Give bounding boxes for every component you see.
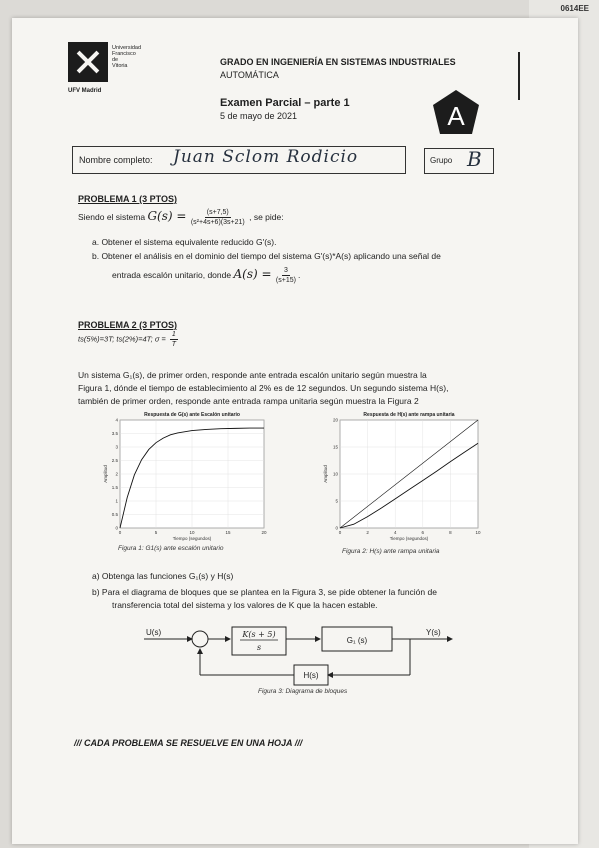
- name-label: Nombre completo:: [79, 155, 153, 165]
- y-tick-label: 15: [332, 444, 338, 450]
- problem2-title: PROBLEMA 2 (3 PTOS): [78, 320, 178, 330]
- y-tick-label: 4: [115, 417, 118, 423]
- x-tick-label: 6: [421, 530, 425, 535]
- y-tick-label: 2.5: [111, 458, 118, 463]
- group-label: Grupo: [430, 156, 453, 165]
- summing-junction: [192, 631, 208, 647]
- y-tick-label: 2: [115, 471, 118, 477]
- exam-model-badge: [430, 88, 482, 140]
- x-axis-label: Tiempo (segundos): [172, 536, 212, 541]
- logo-subtitle: UFV Madrid: [68, 88, 102, 94]
- input-label: U(s): [146, 628, 162, 637]
- x-tick-label: 0: [118, 530, 122, 535]
- x-tick-label: 10: [475, 530, 481, 535]
- chart-title: Respuesta de G(s) ante Escalón unitario: [144, 412, 240, 418]
- subject-title: AUTOMÁTICA: [220, 70, 279, 80]
- controller-denominator: s: [256, 643, 262, 652]
- y-tick-label: 3: [115, 444, 118, 450]
- problem1-item-b-line2: entrada escalón unitario, donde A(s) = $\frac{3}{(s+15)}$ .: [112, 266, 301, 284]
- figure2-chart: [316, 410, 486, 546]
- figure1-chart: [94, 410, 270, 546]
- x-tick-label: 0: [338, 530, 342, 535]
- output-label: Y(s): [426, 628, 441, 637]
- name-handwritten: Juan Sclom Rodicio: [173, 147, 359, 167]
- y-axis-label: Amplitud: [103, 465, 108, 483]
- x-tick-label: 15: [225, 530, 231, 535]
- problem1-title: PROBLEMA 1 (3 PTOS): [78, 194, 178, 204]
- exam-date: 5 de mayo de 2021: [220, 111, 298, 121]
- chart-title: Respuesta de H(s) ante rampa unitaria: [363, 412, 455, 418]
- university-logo: [68, 42, 142, 102]
- y-tick-label: 1: [115, 498, 118, 504]
- name-field[interactable]: [72, 146, 406, 174]
- figure1-caption: Figura 1: G1(s) ante escalón unitario: [118, 545, 224, 552]
- x-tick-label: 10: [189, 530, 195, 535]
- x-axis-label: Tiempo (segundos): [389, 536, 429, 541]
- problem2-formula: ts(5%)=3T; ts(2%)=4T; σ = $\frac{1}{T}$: [78, 331, 176, 348]
- y-tick-label: 10: [332, 471, 338, 477]
- problem1-intro: Siendo el sistema G(s) = $\frac{(s+7,5)}{\text{(s²+4s+6)(3s+21)}}$ , se pide:: [78, 208, 284, 226]
- logo-mark-icon: [68, 42, 108, 82]
- y-tick-label: 0.5: [111, 512, 118, 517]
- problem2-item-b-line1: b) Para el diagrama de bloques que se plantea en la Figura 3, se pide obtener la función de: [92, 587, 437, 597]
- degree-title: GRADO EN INGENIERÍA EN SISTEMAS INDUSTRIALES: [220, 57, 456, 67]
- figure3-caption: Figura 3: Diagrama de bloques: [258, 688, 348, 695]
- figure2-caption: Figura 2: H(s) ante rampa unitaria: [342, 548, 440, 555]
- document-code: 0614EE: [560, 4, 589, 13]
- problem2-para-line1: Un sistema G₁(s), de primer orden, responde ante entrada escalón unitario según muestra la: [78, 370, 427, 380]
- problem2-para-line3: también de primer orden, responde ante entrada rampa unitaria según muestra la Figura 2: [78, 396, 419, 406]
- group-handwritten: B: [467, 147, 482, 171]
- x-tick-label: 2: [366, 530, 369, 535]
- x-tick-label: 5: [154, 530, 158, 535]
- group-field[interactable]: [424, 148, 494, 174]
- problem2-item-a: a) Obtenga las funciones G₁(s) y H(s): [92, 571, 234, 581]
- header-divider: [518, 52, 520, 100]
- y-tick-label: 3.5: [111, 431, 118, 436]
- problem2-para-line2: Figura 1, dónde el tiempo de establecimiento al 2% es de 12 segundos. Un segundo sistema H(s),: [78, 383, 449, 393]
- logo-text: Universidad Francisco de Vitoria: [112, 45, 142, 69]
- x-tick-label: 20: [261, 530, 267, 535]
- y-tick-label: 0: [115, 525, 118, 531]
- problem1-item-a: a. Obtener el sistema equivalente reducido G'(s).: [92, 237, 277, 247]
- problem2-item-b-line2: transferencia total del sistema y los valores de K que la hacen estable.: [112, 600, 378, 610]
- controller-numerator: K(s + 5): [242, 630, 276, 639]
- feedback-label: H(s): [303, 671, 319, 680]
- y-axis-label: Amplitud: [323, 465, 328, 483]
- y-tick-label: 1.5: [111, 485, 118, 490]
- x-tick-label: 4: [393, 530, 397, 535]
- y-tick-label: 5: [335, 498, 338, 504]
- y-tick-label: 0: [335, 525, 338, 531]
- model-letter: A: [447, 101, 465, 131]
- problem1-item-b-line1: b. Obtener el análisis en el dominio del tiempo del sistema G'(s)*A(s) aplicando una señal de: [92, 251, 441, 261]
- plant-label: G₁ (s): [346, 636, 368, 645]
- block-diagram: [140, 625, 460, 695]
- exam-title: Examen Parcial – parte 1: [220, 97, 350, 109]
- x-tick-label: 8: [449, 530, 452, 535]
- y-tick-label: 20: [332, 417, 338, 423]
- footer-note: /// CADA PROBLEMA SE RESUELVE EN UNA HOJA ///: [74, 738, 303, 748]
